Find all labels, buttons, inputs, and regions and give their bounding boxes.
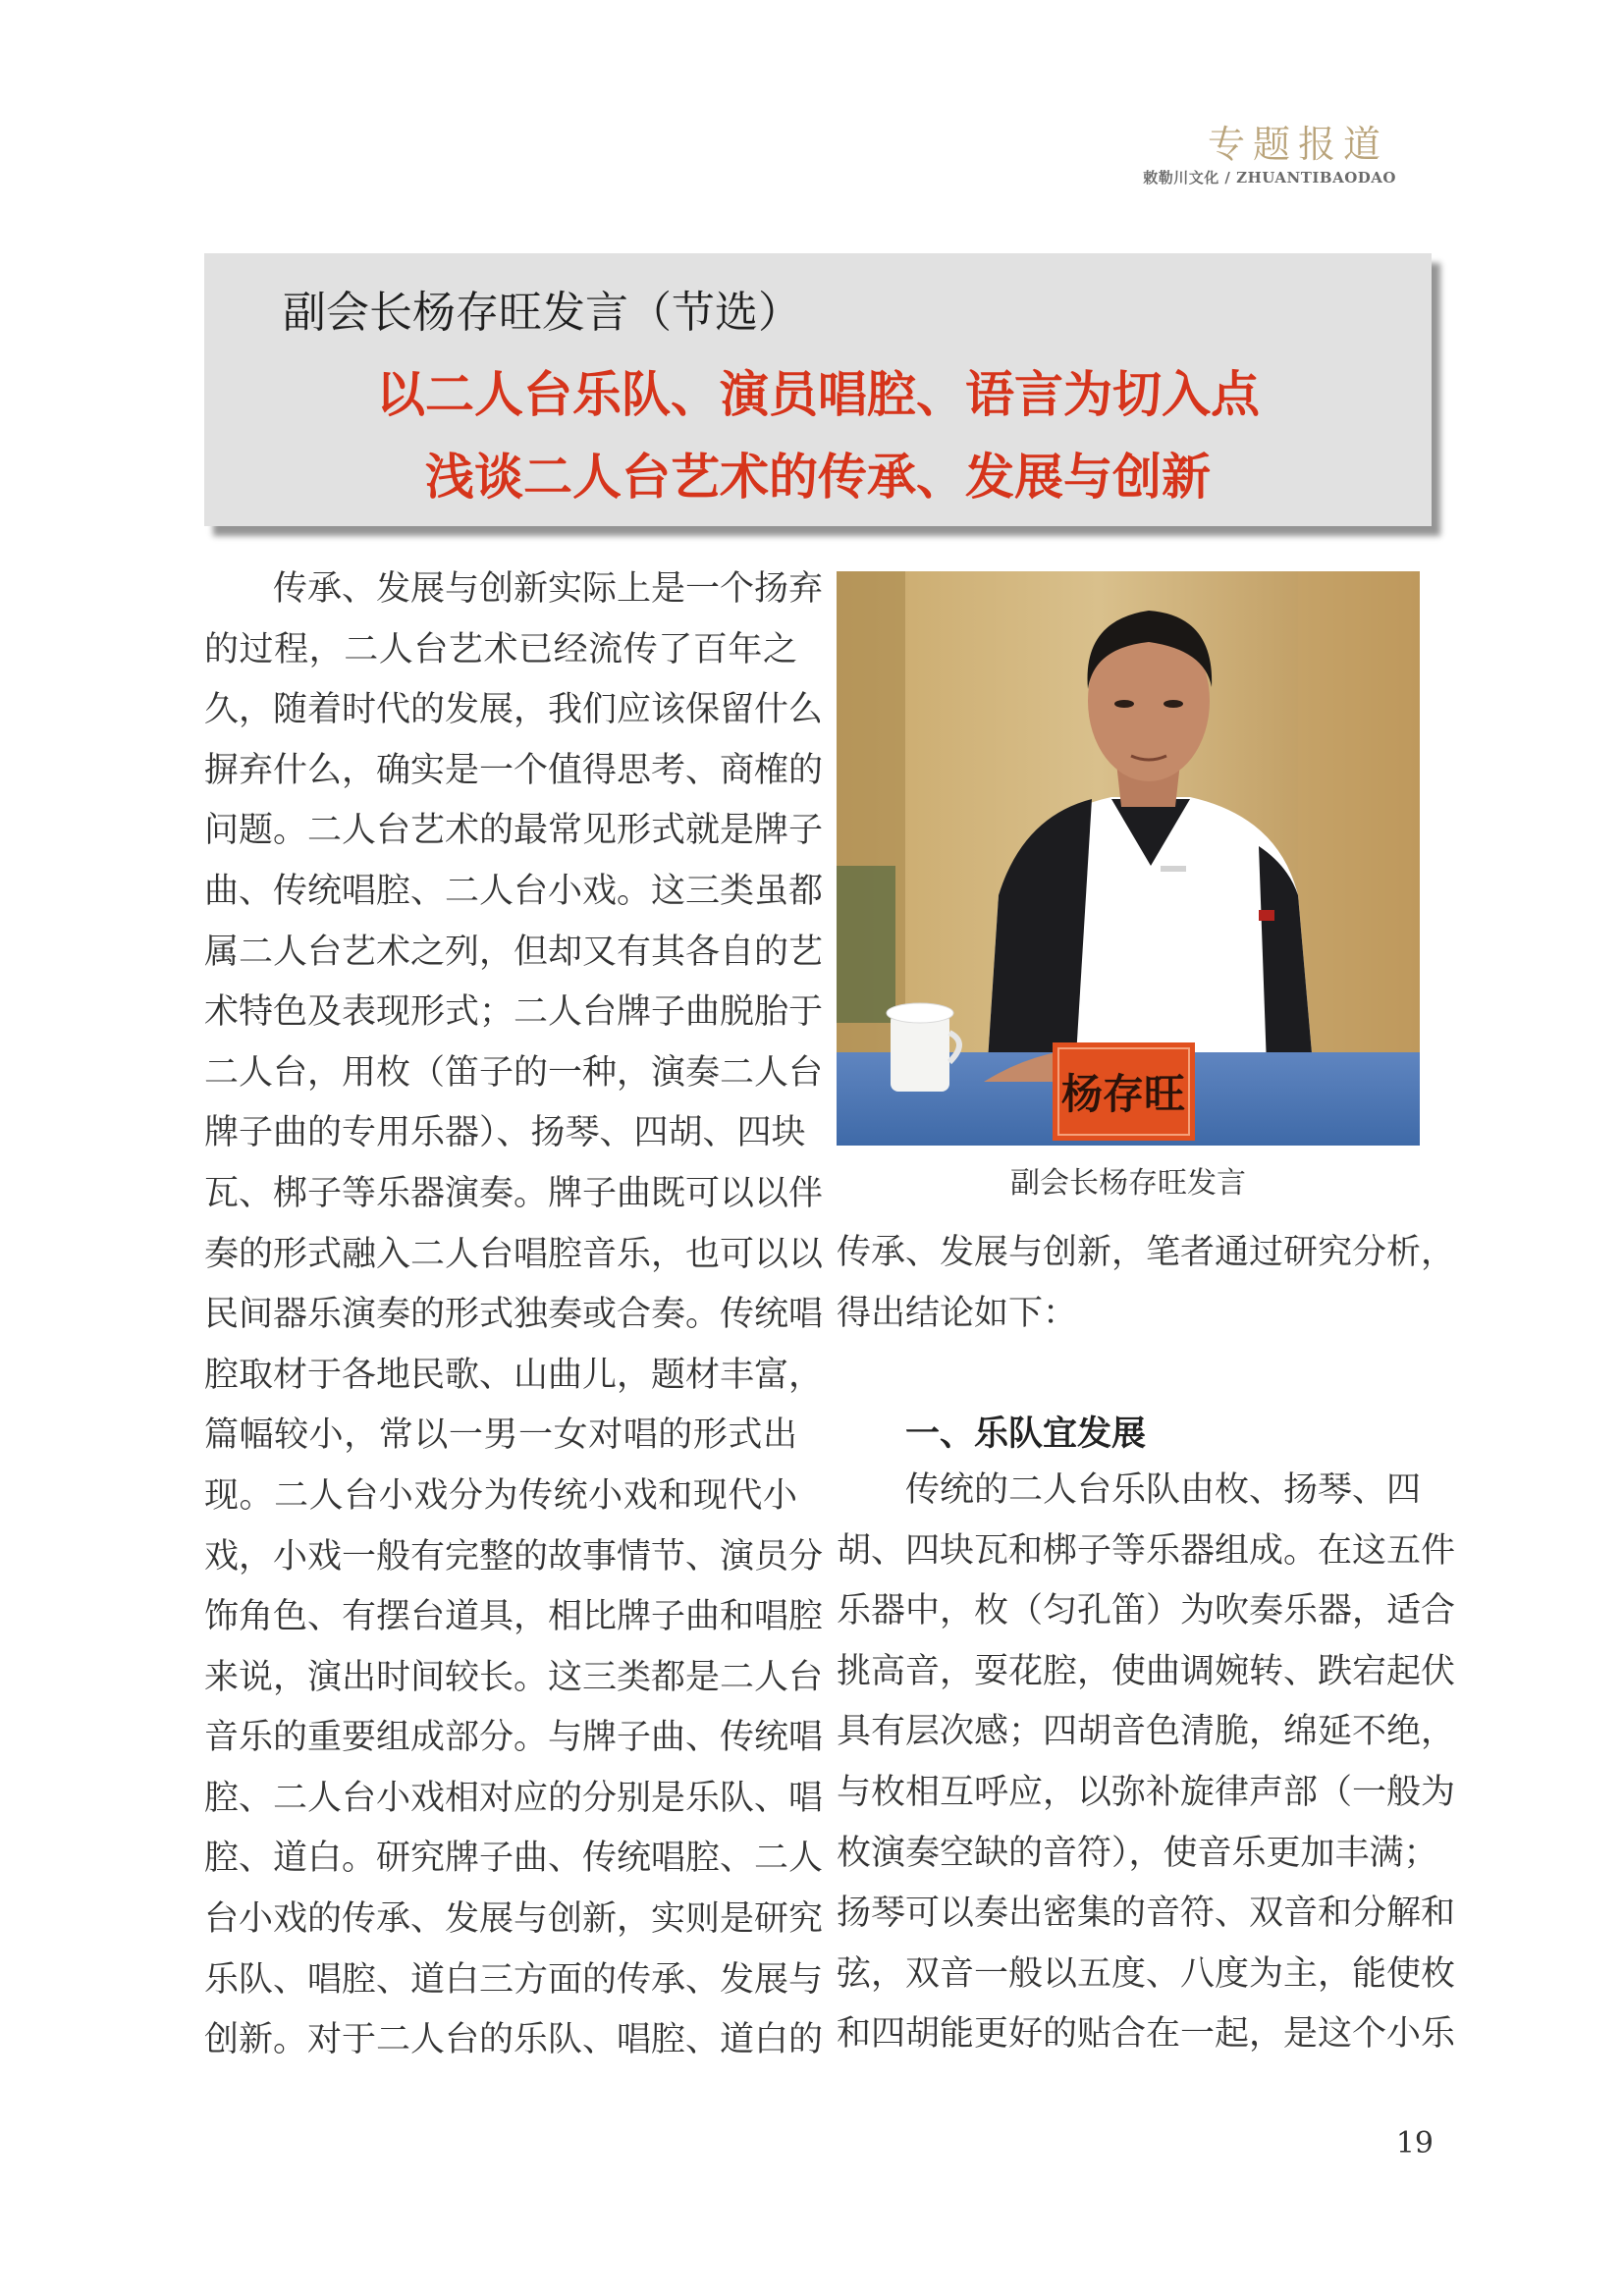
text-line: 奏的形式融入二人台唱腔音乐，也可以以: [204, 1234, 824, 1274]
section-title: 专题报道: [1207, 123, 1388, 166]
text-line: 具有层次感；四胡音色清脆，绵延不绝，: [837, 1712, 1456, 1752]
text-line: 瓦、梆子等乐器演奏。牌子曲既可以以伴: [204, 1173, 824, 1213]
section-subtitle: 敕勒川文化 / ZHUANTIBAODAO: [1143, 169, 1396, 187]
text-line: 乐器中，枚（匀孔笛）为吹奏乐器，适合: [837, 1591, 1456, 1631]
text-line: 属二人台艺术之列，但却又有其各自的艺: [204, 932, 824, 972]
text-line: 来说，演出时间较长。这三类都是二人台: [204, 1657, 824, 1697]
text-line: 术特色及表现形式；二人台牌子曲脱胎于: [204, 992, 824, 1033]
text-line: 胡、四块瓦和梆子等乐器组成。在这五件: [837, 1530, 1456, 1571]
text-line: 传承、发展与创新实际上是一个扬弃: [273, 569, 824, 609]
text-line: 与枚相互呼应，以弥补旋律声部（一般为: [837, 1772, 1456, 1812]
text-line: 二人台，用枚（笛子的一种，演奏二人台: [204, 1052, 824, 1093]
title-box: [204, 253, 1432, 526]
text-line: 久，随着时代的发展，我们应该保留什么: [204, 690, 824, 730]
text-line: 和四胡能更好的贴合在一起，是这个小乐: [837, 2014, 1456, 2055]
text-line: 牌子曲的专用乐器）、扬琴、四胡、四块: [204, 1113, 806, 1153]
text-line: 扬琴可以奏出密集的音符、双音和分解和: [837, 1894, 1456, 1934]
text-line: 传统的二人台乐队由枚、扬琴、四: [905, 1470, 1422, 1510]
text-line: 台小戏的传承、发展与创新，实则是研究: [204, 1899, 824, 1940]
text-line: 乐队、唱腔、道白三方面的传承、发展与: [204, 1959, 824, 2000]
speaker-photo-illustration: [837, 571, 1420, 1146]
headline-line-1: 以二人台乐队、演员唱腔、语言为切入点: [376, 366, 1260, 423]
section-heading: 一、乐队宜发展: [905, 1415, 1147, 1454]
text-line: 戏，小戏一般有完整的故事情节、演员分: [204, 1536, 824, 1576]
text-line: 创新。对于二人台的乐队、唱腔、道白的: [204, 2020, 824, 2060]
text-line: 弦，双音一般以五度、八度为主，能使枚: [837, 1953, 1456, 1994]
text-line: 得出结论如下：: [837, 1293, 1078, 1333]
page-number: 19: [1395, 2126, 1434, 2161]
text-line: 传承、发展与创新，笔者通过研究分析，: [837, 1233, 1456, 1272]
text-line: 摒弃什么，确实是一个值得思考、商榷的: [204, 750, 824, 790]
right-column-body: [837, 1461, 1456, 2065]
text-line: 枚演奏空缺的音符），使音乐更加丰满；: [837, 1833, 1438, 1873]
text-line: 挑高音，耍花腔，使曲调婉转、跌宕起伏: [837, 1651, 1456, 1691]
text-line: 曲、传统唱腔、二人台小戏。这三类虽都: [204, 871, 824, 911]
speaker-photo: [837, 571, 1420, 1146]
photo-caption: 副会长杨存旺发言: [1010, 1166, 1246, 1201]
text-line: 饰角色、有摆台道具，相比牌子曲和唱腔: [204, 1597, 824, 1637]
headline-line-2: 浅谈二人台艺术的传承、发展与创新: [425, 449, 1211, 506]
text-line: 腔、二人台小戏相对应的分别是乐队、唱: [204, 1778, 824, 1818]
text-line: 腔取材于各地民歌、山曲儿，题材丰富，: [204, 1355, 824, 1395]
text-line: 腔、道白。研究牌子曲、传统唱腔、二人: [204, 1839, 824, 1879]
speaker-line: 副会长杨存旺发言（节选）: [283, 288, 801, 338]
left-column: [204, 560, 824, 2071]
text-line: 现。二人台小戏分为传统小戏和现代小: [204, 1475, 797, 1516]
text-line: 篇幅较小，常以一男一女对唱的形式出: [204, 1415, 797, 1456]
text-line: 的过程，二人台艺术已经流传了百年之: [204, 629, 797, 669]
text-line: 民间器乐演奏的形式独奏或合奏。传统唱: [204, 1295, 824, 1335]
right-column-intro: [837, 1223, 1456, 1344]
text-line: 问题。二人台艺术的最常见形式就是牌子: [204, 811, 824, 851]
text-line: 音乐的重要组成部分。与牌子曲、传统唱: [204, 1718, 824, 1758]
nameplate-text: 杨存旺: [1060, 1070, 1186, 1118]
